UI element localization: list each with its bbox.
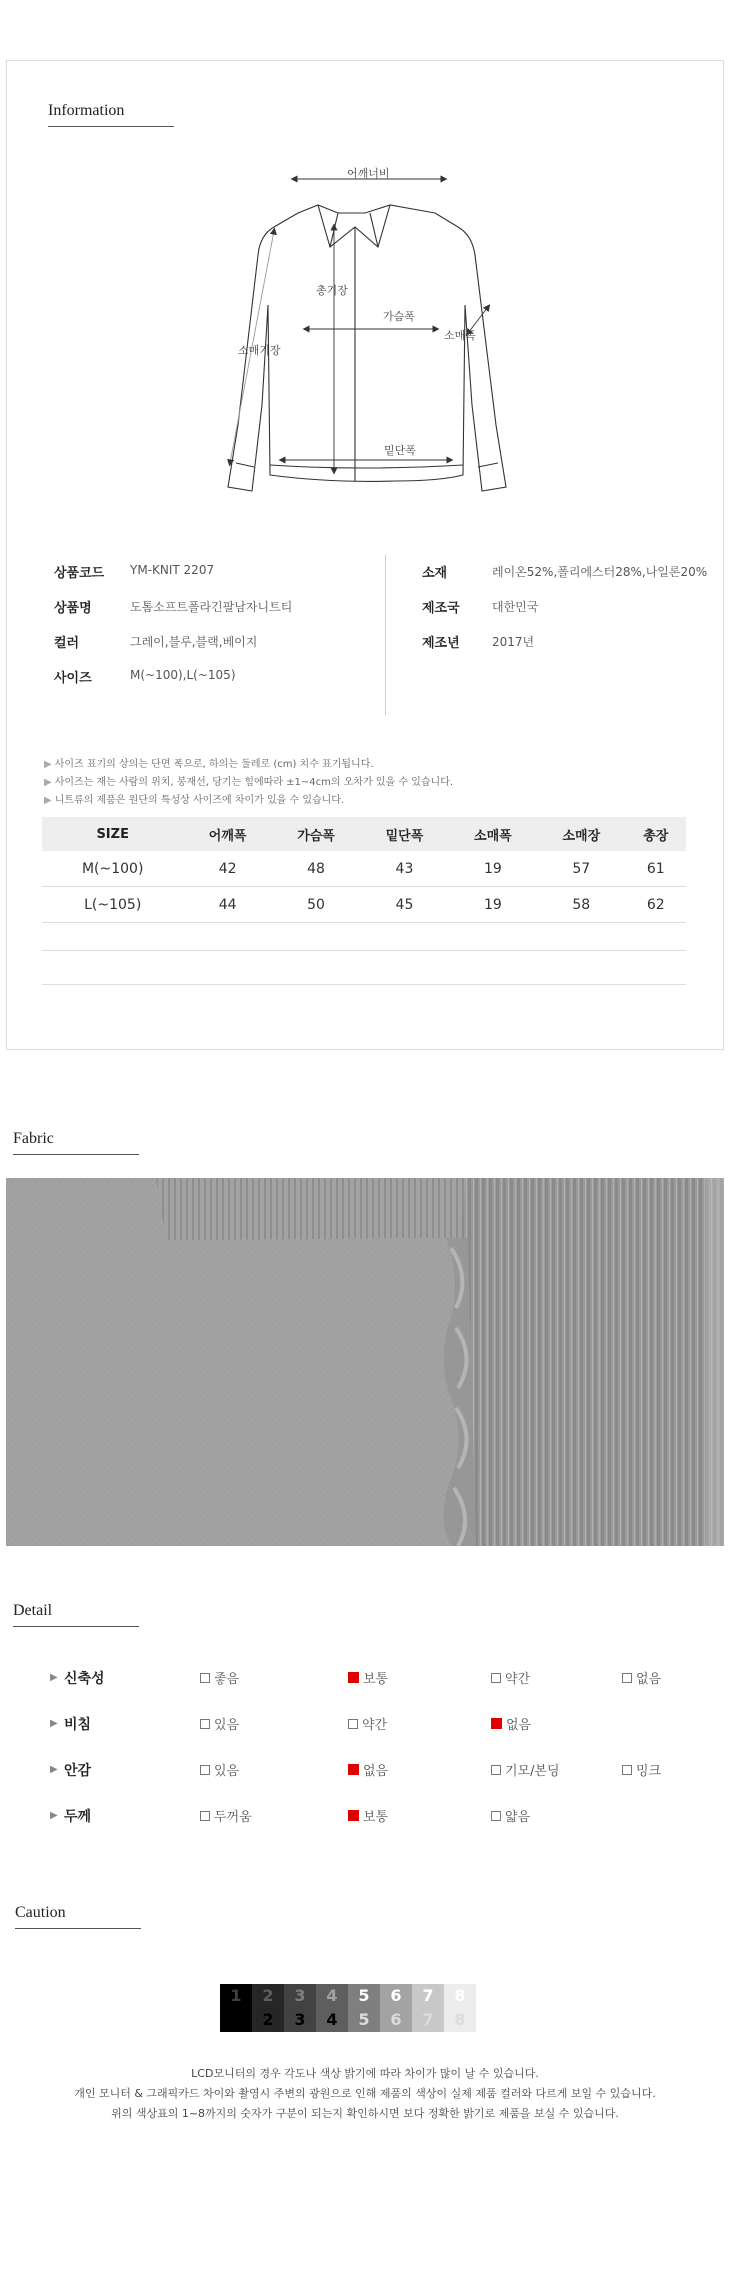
label-sleeve-length: 소매기장: [238, 344, 281, 357]
table-cell: 19: [449, 851, 537, 887]
swatch-number-bottom: 3: [294, 2010, 306, 2029]
spec-value-code: YM-KNIT 2207: [130, 563, 215, 577]
detail-option: 밍크: [622, 1760, 661, 1779]
swatch-cell: [284, 1984, 316, 2032]
table-cell: 48: [272, 851, 360, 887]
spec-value-size: M(~100),L(~105): [130, 668, 236, 682]
detail-option: 기모/본딩: [491, 1760, 560, 1779]
table-cell: M(~100): [42, 851, 183, 887]
swatch-cell: [220, 1984, 252, 2032]
label-chest: 가슴폭: [383, 310, 415, 323]
information-title: Information: [48, 102, 125, 119]
label-shoulder: 어깨너비: [347, 167, 390, 180]
table-cell: 44: [183, 887, 271, 923]
checkbox-icon: [491, 1811, 501, 1821]
table-cell: L(~105): [42, 887, 183, 923]
caution-line: 위의 색상표의 1~8까지의 숫자가 구분이 되는지 확인하시면 보다 정확한 밝기로 제품을 보실 수 있습니다.: [111, 2107, 619, 2120]
detail-option: 두꺼움: [200, 1806, 252, 1825]
table-cell: 19: [449, 887, 537, 923]
swatch-number-top: 4: [326, 1986, 338, 2005]
detail-label-lining: 안감: [64, 1763, 92, 1779]
table-cell: 42: [183, 851, 271, 887]
knit-texture-image: [6, 1178, 724, 1546]
detail-option: 없음: [348, 1760, 388, 1779]
caret-right-icon: ▶: [50, 1810, 58, 1821]
empty-table-line: [42, 950, 686, 951]
detail-option: 좋음: [200, 1668, 239, 1687]
detail-option: 약간: [348, 1714, 387, 1733]
spec-value-country: 대한민국: [492, 600, 539, 614]
checkbox-checked-icon: [491, 1718, 502, 1729]
size-table-header: 총장: [626, 817, 686, 851]
spec-label-color: 컬러: [54, 636, 80, 651]
swatch-number-top: 3: [294, 1986, 306, 2005]
spec-divider: [385, 555, 386, 715]
caution-line: LCD모니터의 경우 각도나 색상 밝기에 따라 차이가 많이 날 수 있습니다.: [191, 2067, 539, 2080]
table-cell: 58: [537, 887, 625, 923]
spec-label-material: 소재: [422, 566, 448, 581]
caret-right-icon: ▶: [50, 1672, 58, 1683]
checkbox-checked-icon: [348, 1672, 359, 1683]
caret-right-icon: ▶: [50, 1764, 58, 1775]
swatch-number-bottom: 7: [422, 2010, 434, 2029]
swatch-number-bottom: 2: [262, 2010, 274, 2029]
swatch-number-bottom: 8: [454, 2010, 466, 2029]
table-cell: 61: [626, 851, 686, 887]
detail-option: 있음: [200, 1760, 239, 1779]
detail-label-thickness: 두께: [64, 1809, 92, 1825]
swatch-cell: [380, 1984, 412, 2032]
spec-label-year: 제조년: [422, 636, 460, 651]
label-total-length: 총기장: [316, 284, 348, 297]
swatch-number-top: 7: [422, 1986, 434, 2005]
detail-label-transparency: 비침: [64, 1717, 92, 1733]
detail-option: 보통: [348, 1806, 388, 1825]
swatch-number-bottom: 5: [358, 2010, 370, 2029]
caution-line: 개인 모니터 & 그래픽카드 차이와 촬영시 주변의 광원으로 인해 제품의 색상이 실제 제품 컬러와 다르게 보일 수 있습니다.: [74, 2087, 656, 2100]
detail-title: Detail: [13, 1602, 53, 1619]
spec-value-color: 그레이,블루,블랙,베이지: [130, 635, 258, 649]
spec-label-name: 상품명: [54, 601, 92, 616]
swatch-cell: [316, 1984, 348, 2032]
detail-option: 얇음: [491, 1806, 530, 1825]
spec-value-material: 레이온52%,폴리에스터28%,나일론20%: [492, 565, 708, 579]
empty-table-line: [42, 984, 686, 985]
swatch-cell: [444, 1984, 476, 2032]
size-table-header: 소매장: [537, 817, 625, 851]
checkbox-icon: [622, 1673, 632, 1683]
size-table-header: 밑단폭: [360, 817, 448, 851]
size-table-header: 소매폭: [449, 817, 537, 851]
checkbox-checked-icon: [348, 1764, 359, 1775]
swatch-cell: [412, 1984, 444, 2032]
table-cell: 57: [537, 851, 625, 887]
checkbox-icon: [200, 1719, 210, 1729]
checkbox-icon: [348, 1719, 358, 1729]
swatch-number-top: 6: [390, 1986, 402, 2005]
size-table: [42, 817, 686, 923]
size-table-header: SIZE: [42, 817, 183, 851]
size-note: ▶ 사이즈 표기의 상의는 단면 폭으로, 하의는 둘레로 (cm) 치수 표기됩니다.: [44, 759, 374, 770]
table-cell: 45: [360, 887, 448, 923]
swatch-number-top: 8: [454, 1986, 466, 2005]
information-title-underline: [48, 126, 174, 127]
size-table-header: 가슴폭: [272, 817, 360, 851]
detail-label-elasticity: 신축성: [64, 1671, 105, 1687]
swatch-number-bottom: 1: [230, 2010, 242, 2029]
checkbox-icon: [200, 1673, 210, 1683]
swatch-number-bottom: 6: [390, 2010, 402, 2029]
detail-option: 있음: [200, 1714, 239, 1733]
swatch-cell: [348, 1984, 380, 2032]
size-note: ▶ 니트류의 제품은 원단의 특성상 사이즈에 차이가 있을 수 있습니다.: [44, 795, 345, 806]
spec-value-name: 도톰소프트폴라긴팔남자니트티: [130, 600, 293, 614]
size-note: ▶ 사이즈는 재는 사람의 위치, 봉재선, 당기는 힘에따라 ±1~4cm의 오차가 있을 수 있습니다.: [44, 777, 454, 788]
size-table-header: 어깨폭: [183, 817, 271, 851]
detail-option: 보통: [348, 1668, 388, 1687]
table-cell: 62: [626, 887, 686, 923]
detail-option: 약간: [491, 1668, 530, 1687]
spec-label-country: 제조국: [422, 601, 460, 616]
spec-label-size: 사이즈: [54, 671, 92, 686]
fabric-photo: [6, 1178, 724, 1546]
swatch-number-bottom: 4: [326, 2010, 338, 2029]
swatch-number-top: 1: [230, 1986, 242, 2005]
spec-value-year: 2017년: [492, 635, 535, 649]
checkbox-icon: [200, 1765, 210, 1775]
detail-option: 없음: [622, 1668, 661, 1687]
fabric-title-underline: [13, 1154, 139, 1155]
label-hem: 밑단폭: [384, 444, 416, 457]
checkbox-icon: [491, 1765, 501, 1775]
checkbox-icon: [622, 1765, 632, 1775]
caret-right-icon: ▶: [50, 1718, 58, 1729]
table-row: [42, 851, 686, 887]
size-table-header-row: [42, 817, 686, 851]
checkbox-checked-icon: [348, 1810, 359, 1821]
label-sleeve-width: 소매폭: [444, 329, 476, 342]
table-cell: 50: [272, 887, 360, 923]
detail-option: 없음: [491, 1714, 531, 1733]
fabric-title: Fabric: [13, 1130, 54, 1147]
swatch-cell: [252, 1984, 284, 2032]
checkbox-icon: [200, 1811, 210, 1821]
brightness-swatch-bar: [220, 1984, 510, 2036]
checkbox-icon: [491, 1673, 501, 1683]
table-row: [42, 887, 686, 923]
caution-title-underline: [15, 1928, 141, 1929]
spec-label-code: 상품코드: [54, 566, 105, 581]
swatch-number-top: 5: [358, 1986, 370, 2005]
swatch-number-top: 2: [262, 1986, 274, 2005]
detail-title-underline: [13, 1626, 139, 1627]
caution-title: Caution: [15, 1904, 66, 1921]
table-cell: 43: [360, 851, 448, 887]
